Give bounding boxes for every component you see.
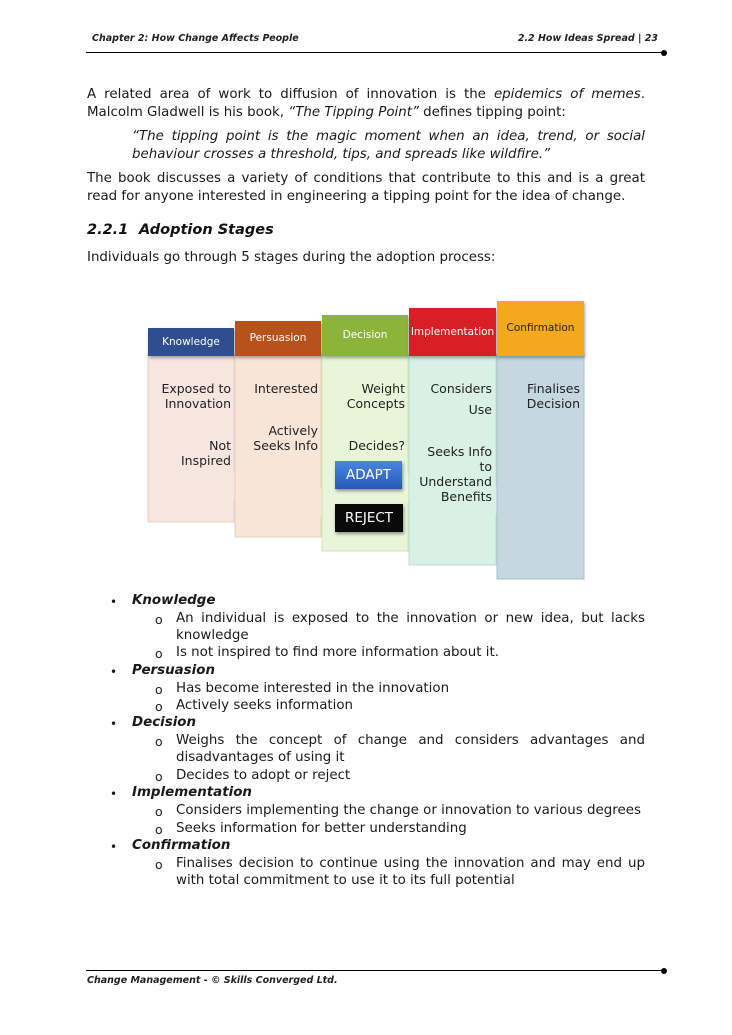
line: Weight <box>361 381 405 396</box>
section-name: 2.2 How Ideas Spread <box>517 33 635 44</box>
footer-rule <box>86 970 663 971</box>
intro-text-2: . Malcolm Gladwell is his book, <box>87 87 645 120</box>
bullet-marker: • <box>110 595 118 609</box>
bullet-persuasion: Persuasion <box>132 663 215 678</box>
knowledge-text-1 <box>150 381 231 411</box>
intro-emphasis: epidemics of memes <box>493 87 641 102</box>
sub-item: Is not inspired to find more information about it. <box>176 645 499 660</box>
sub-marker: o <box>155 857 163 872</box>
sub-item: Has become interested in the innovation <box>176 681 450 696</box>
intro-text-3: defines tipping point: <box>418 104 566 120</box>
line: Benefits <box>440 489 492 504</box>
page-footer: Change Management - © Skills Converged Ltd. <box>87 975 338 986</box>
sub-item: Finalises decision to continue using the innovation and may end up with total commitment to use it to its full potential <box>176 856 645 888</box>
bullet-implementation: Implementation <box>132 785 252 800</box>
line: Understand <box>419 474 492 489</box>
book-paragraph: The book discusses a variety of conditions that contribute to this and is a great read for anyone interested in engineering a tipping point for the idea of change. <box>87 171 645 204</box>
chapter-title: Chapter 2: How Change Affects People <box>92 33 299 44</box>
reject-box: REJECT <box>335 504 403 532</box>
line: Use <box>468 402 492 417</box>
line: Seeks Info <box>427 444 492 459</box>
sub-marker: o <box>155 612 163 627</box>
section-lead: Individuals go through 5 stages during the adoption process: <box>87 250 496 265</box>
line: Decides? <box>348 438 405 453</box>
stage-header-knowledge: Knowledge <box>148 328 234 356</box>
line: Interested <box>254 381 318 396</box>
line: Actively <box>268 423 318 438</box>
section-and-page: 2.2 How Ideas Spread | 23 <box>517 33 658 44</box>
sub-item: Decides to adopt or reject <box>176 768 351 783</box>
line: Not <box>209 438 231 453</box>
bullet-confirmation: Confirmation <box>132 838 231 853</box>
sub-marker: o <box>155 682 163 697</box>
line: to <box>479 459 492 474</box>
confirmation-text <box>499 381 580 411</box>
persuasion-text-2 <box>237 423 318 453</box>
sub-item: An individual is exposed to the innovation or new idea, but lacks knowledge <box>176 611 645 643</box>
bullet-knowledge: Knowledge <box>132 593 216 608</box>
bullet-marker: • <box>110 787 118 801</box>
line: Finalises <box>527 381 580 396</box>
sub-item: Considers implementing the change or innovation to various degrees <box>176 803 641 818</box>
adapt-box: ADAPT <box>335 461 402 489</box>
line: Inspired <box>180 453 231 468</box>
sub-marker: o <box>155 822 163 837</box>
page-number: 23 <box>644 33 658 44</box>
stage-header-persuasion: Persuasion <box>235 321 321 356</box>
bullet-marker: • <box>110 717 118 731</box>
sub-marker: o <box>155 699 163 714</box>
sub-marker: o <box>155 804 163 819</box>
stage-header-confirmation: Confirmation <box>497 301 584 356</box>
book-title: “The Tipping Point” <box>288 104 419 120</box>
decision-text-1 <box>324 381 405 411</box>
sub-item: Seeks information for better understanding <box>176 821 467 836</box>
section-title: Adoption Stages <box>139 222 274 238</box>
bullet-marker: • <box>110 665 118 679</box>
sub-marker: o <box>155 734 163 749</box>
decision-text-2 <box>324 438 405 453</box>
stage-header-implementation: Implementation <box>409 308 496 356</box>
bullet-marker: • <box>110 840 118 854</box>
implementation-text-1 <box>411 381 492 396</box>
line: Innovation <box>164 396 231 411</box>
bullet-decision: Decision <box>132 715 197 730</box>
intro-text: A related area of work to diffusion of innovation is the <box>87 87 494 102</box>
implementation-text-2 <box>411 444 492 504</box>
implementation-text-1b <box>411 402 492 417</box>
line: Concepts <box>346 396 405 411</box>
sub-marker: o <box>155 646 163 661</box>
rule-end-dot <box>661 968 667 974</box>
line: Considers <box>430 381 492 396</box>
tipping-point-quote: “The tipping point is the magic moment when an idea, trend, or social behaviour crosses a threshold, tips, and spreads like wildfire.” <box>132 129 645 162</box>
persuasion-text-1 <box>237 381 318 396</box>
sub-marker: o <box>155 769 163 784</box>
line: Exposed to <box>161 381 231 396</box>
sub-item: Weighs the concept of change and considers advantages and disadvantages of using it <box>176 733 645 765</box>
stage-header-decision: Decision <box>322 315 408 356</box>
knowledge-text-2 <box>150 438 231 468</box>
line: Decision <box>526 396 580 411</box>
line: Seeks Info <box>253 438 318 453</box>
sub-item: Actively seeks information <box>176 698 354 713</box>
section-number: 2.2.1 <box>87 222 129 238</box>
